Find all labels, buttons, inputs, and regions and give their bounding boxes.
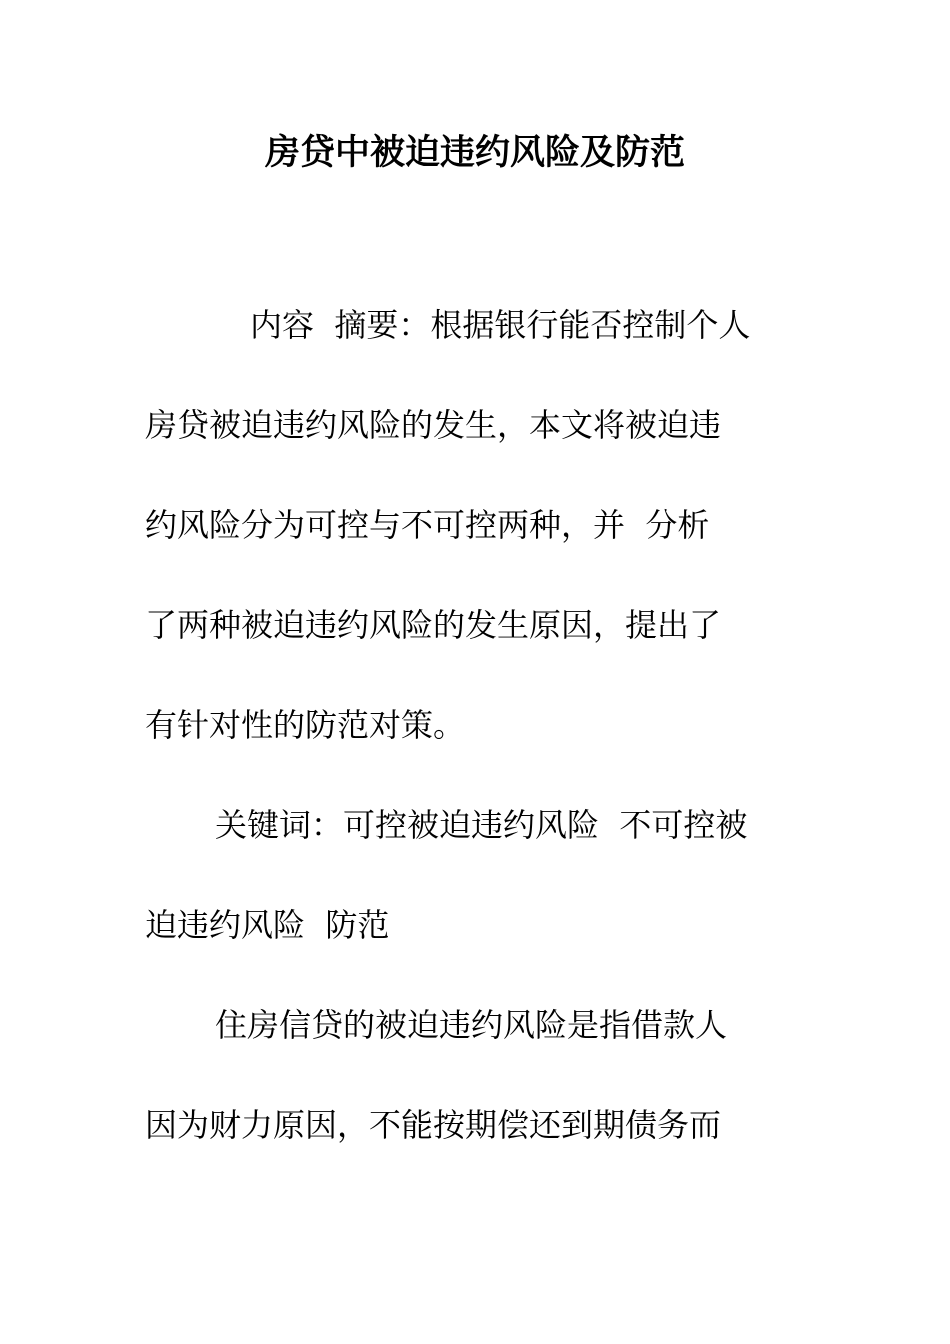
body-line: 因为财力原因，不能按期偿还到期债务而 (145, 1106, 722, 1144)
document-title: 房贷中被迫违约风险及防范 (264, 132, 685, 173)
keywords-line: 迫违约风险 防范 (145, 906, 390, 944)
abstract-line: 有针对性的防范对策。 (145, 706, 466, 744)
keywords-line: 关键词：可控被迫违约风险 不可控被 (215, 806, 748, 844)
abstract-line: 了两种被迫违约风险的发生原因，提出了 (145, 606, 722, 644)
abstract-line: 房贷被迫违约风险的发生，本文将被迫违 (145, 406, 722, 444)
body-line: 住房信贷的被迫违约风险是指借款人 (215, 1006, 728, 1044)
abstract-line: 约风险分为可控与不可控两种，并 分析 (145, 506, 710, 544)
abstract-line: 内容 摘要：根据银行能否控制个人 (250, 306, 751, 344)
